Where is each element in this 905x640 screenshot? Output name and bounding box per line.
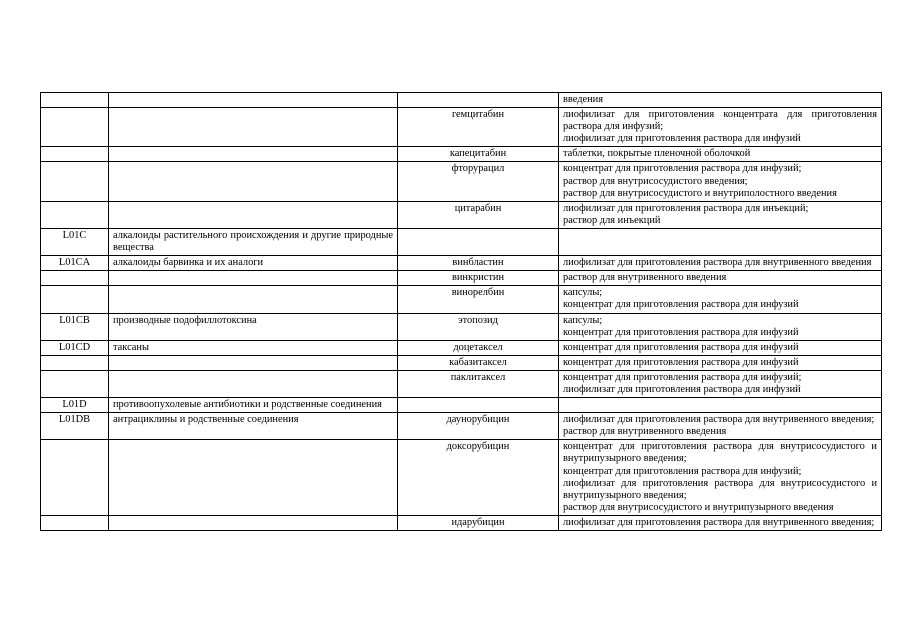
drug-name-cell: капецитабин xyxy=(398,147,559,162)
dosage-form-line: лиофилизат для приготовления концентрата для приготовления раствора для инфузий; xyxy=(563,109,877,133)
dosage-form-cell xyxy=(559,108,882,147)
atc-code-cell xyxy=(41,162,109,201)
table-row xyxy=(41,108,882,147)
drug-name-cell: этопозид xyxy=(398,313,559,340)
dosage-form-line: концентрат для приготовления раствора для инфузий xyxy=(563,341,799,353)
dosage-form-line: раствор для внутривенного введения xyxy=(563,272,727,284)
group-name-cell xyxy=(109,440,398,516)
atc-code-cell xyxy=(41,515,109,530)
dosage-form-line: лиофилизат для приготовления раствора для инфузий xyxy=(563,133,801,145)
dosage-form-line: лиофилизат для приготовления раствора для внутривенного введения xyxy=(563,257,872,269)
table-row xyxy=(41,313,882,340)
drug-name-cell xyxy=(398,398,559,413)
dosage-form-cell xyxy=(559,413,882,440)
group-name-cell xyxy=(109,355,398,370)
dosage-form-line: лиофилизат для приготовления раствора для внутрисосудистого и внутрипузырного введения; xyxy=(563,477,877,501)
atc-code-cell: L01C xyxy=(41,228,109,255)
drug-name-cell: доцетаксел xyxy=(398,340,559,355)
dosage-form-line: лиофилизат для приготовления раствора для инфузий xyxy=(563,383,801,395)
dosage-form-cell xyxy=(559,340,882,355)
drug-name-cell: кабазитаксел xyxy=(398,355,559,370)
group-name-cell: противоопухолевые антибиотики и родственные соединения xyxy=(109,398,398,413)
dosage-form-cell xyxy=(559,93,882,108)
group-name-cell: антрациклины и родственные соединения xyxy=(109,413,398,440)
drug-name-cell: винкристин xyxy=(398,271,559,286)
dosage-form-line: раствор для инъекций xyxy=(563,214,661,226)
dosage-form-line: раствор для внутривенного введения xyxy=(563,426,727,438)
atc-code-cell: L01CA xyxy=(41,256,109,271)
drug-name-cell: даунорубицин xyxy=(398,413,559,440)
dosage-form-cell xyxy=(559,228,882,255)
atc-code-cell xyxy=(41,355,109,370)
atc-code-cell: L01DB xyxy=(41,413,109,440)
dosage-form-line: лиофилизат для приготовления раствора для внутривенного введения; xyxy=(563,516,875,528)
atc-code-cell xyxy=(41,93,109,108)
table-row xyxy=(41,355,882,370)
dosage-form-cell xyxy=(559,515,882,530)
atc-code-cell xyxy=(41,271,109,286)
medicines-table-body xyxy=(41,93,882,531)
table-row xyxy=(41,398,882,413)
dosage-form-line: введения xyxy=(563,94,604,105)
atc-code-cell: L01CB xyxy=(41,313,109,340)
drug-name-cell: гемцитабин xyxy=(398,108,559,147)
table-row xyxy=(41,286,882,313)
dosage-form-cell xyxy=(559,398,882,413)
atc-code-cell xyxy=(41,201,109,228)
dosage-form-cell xyxy=(559,313,882,340)
drug-name-cell: доксорубицин xyxy=(398,440,559,516)
dosage-form-cell xyxy=(559,370,882,397)
table-row xyxy=(41,93,882,108)
table-row xyxy=(41,147,882,162)
drug-name-cell: цитарабин xyxy=(398,201,559,228)
table-row xyxy=(41,271,882,286)
table-row xyxy=(41,340,882,355)
atc-code-cell xyxy=(41,286,109,313)
group-name-cell: алкалоиды растительного происхождения и другие природные вещества xyxy=(109,228,398,255)
dosage-form-line: концентрат для приготовления раствора для инфузий xyxy=(563,299,799,311)
drug-name-cell: паклитаксел xyxy=(398,370,559,397)
atc-code-cell xyxy=(41,108,109,147)
dosage-form-line: капсулы; xyxy=(563,287,603,299)
atc-code-cell xyxy=(41,147,109,162)
atc-code-cell xyxy=(41,440,109,516)
atc-code-cell xyxy=(41,370,109,397)
group-name-cell: производные подофиллотоксина xyxy=(109,313,398,340)
dosage-form-line: концентрат для приготовления раствора для инфузий; xyxy=(563,163,802,175)
table-row xyxy=(41,515,882,530)
drug-name-cell: идарубицин xyxy=(398,515,559,530)
table-row xyxy=(41,162,882,201)
dosage-form-cell xyxy=(559,147,882,162)
dosage-form-line: раствор для внутрисосудистого введения; xyxy=(563,175,748,187)
table-row xyxy=(41,201,882,228)
group-name-cell xyxy=(109,93,398,108)
dosage-form-line: таблетки, покрытые пленочной оболочкой xyxy=(563,148,751,160)
atc-code-cell: L01D xyxy=(41,398,109,413)
dosage-form-cell xyxy=(559,286,882,313)
group-name-cell xyxy=(109,370,398,397)
dosage-form-line: раствор для внутрисосудистого и внутриполостного введения xyxy=(563,187,837,199)
drug-name-cell: фторурацил xyxy=(398,162,559,201)
dosage-form-line: концентрат для приготовления раствора для инфузий; xyxy=(563,371,802,383)
drug-name-cell: винорелбин xyxy=(398,286,559,313)
table-row xyxy=(41,228,882,255)
dosage-form-line: концентрат для приготовления раствора для инфузий; xyxy=(563,465,802,477)
dosage-form-cell xyxy=(559,355,882,370)
dosage-form-line: концентрат для приготовления раствора для инфузий xyxy=(563,326,799,338)
dosage-form-line: раствор для внутрисосудистого и внутрипузырного введения xyxy=(563,501,834,513)
dosage-form-line: лиофилизат для приготовления раствора для инъекций; xyxy=(563,202,809,214)
table-row xyxy=(41,256,882,271)
group-name-cell xyxy=(109,286,398,313)
dosage-form-line: концентрат для приготовления раствора для инфузий xyxy=(563,356,799,368)
dosage-form-cell xyxy=(559,440,882,516)
dosage-form-line: капсулы; xyxy=(563,314,603,326)
group-name-cell xyxy=(109,108,398,147)
dosage-form-line: концентрат для приготовления раствора для внутрисосудистого и внутрипузырного введения; xyxy=(563,441,877,465)
dosage-form-cell xyxy=(559,271,882,286)
group-name-cell xyxy=(109,147,398,162)
dosage-form-cell xyxy=(559,162,882,201)
group-name-cell: алкалоиды барвинка и их аналоги xyxy=(109,256,398,271)
medicines-table xyxy=(40,92,882,531)
table-row xyxy=(41,413,882,440)
group-name-cell: таксаны xyxy=(109,340,398,355)
atc-code-cell: L01CD xyxy=(41,340,109,355)
group-name-cell xyxy=(109,201,398,228)
group-name-cell xyxy=(109,162,398,201)
group-name-cell xyxy=(109,271,398,286)
group-name-cell xyxy=(109,515,398,530)
dosage-form-cell xyxy=(559,201,882,228)
dosage-form-line: лиофилизат для приготовления раствора для внутривенного введения; xyxy=(563,414,875,426)
table-row xyxy=(41,370,882,397)
drug-name-cell xyxy=(398,93,559,108)
dosage-form-cell xyxy=(559,256,882,271)
drug-name-cell xyxy=(398,228,559,255)
drug-name-cell: винбластин xyxy=(398,256,559,271)
table-row xyxy=(41,440,882,516)
